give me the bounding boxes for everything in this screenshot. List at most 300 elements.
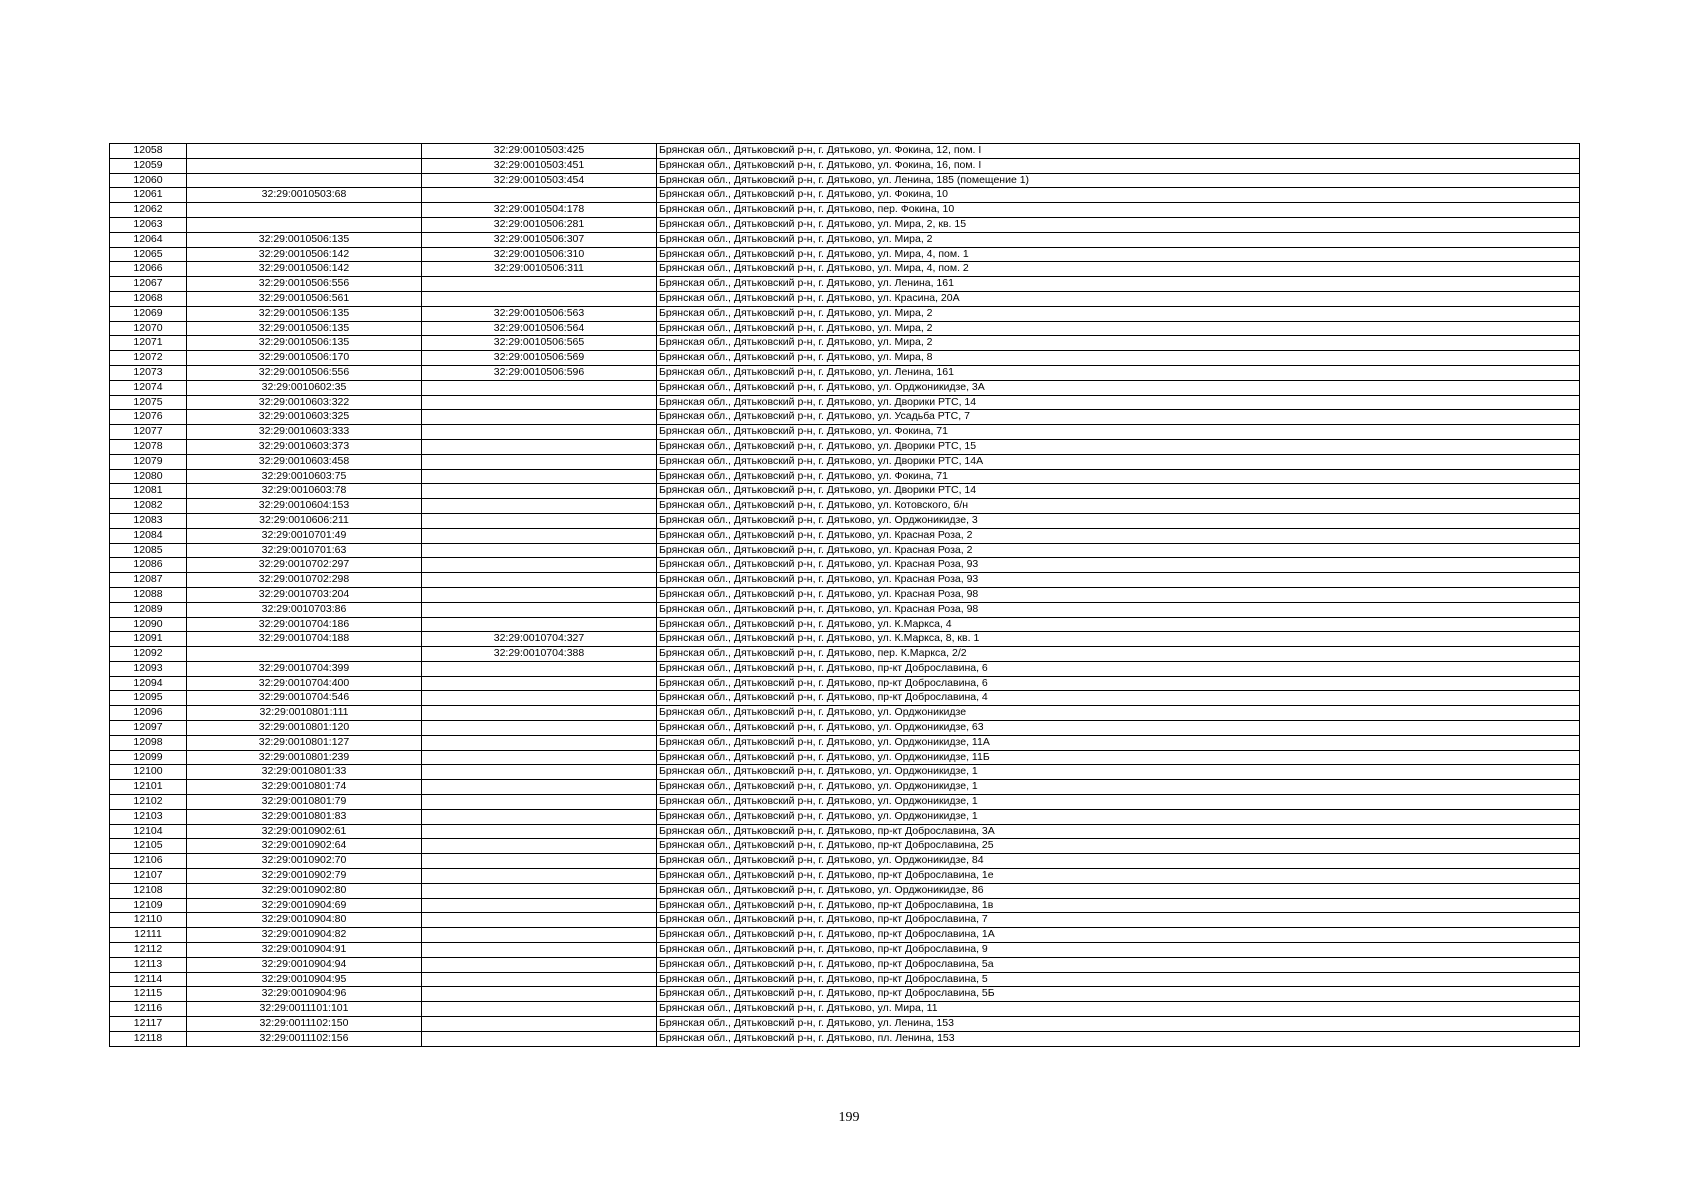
row-number-cell: 12097 (110, 721, 187, 736)
building-cadastral-cell: 32:29:0010701:49 (187, 528, 422, 543)
row-number-cell: 12089 (110, 602, 187, 617)
premises-cadastral-cell (422, 291, 657, 306)
building-cadastral-cell: 32:29:0010506:135 (187, 232, 422, 247)
row-number-cell: 12063 (110, 217, 187, 232)
row-number-cell: 12065 (110, 247, 187, 262)
building-cadastral-cell: 32:29:0010506:142 (187, 247, 422, 262)
row-number-cell: 12078 (110, 439, 187, 454)
table-row (110, 188, 1580, 203)
row-number-cell: 12079 (110, 454, 187, 469)
building-cadastral-cell: 32:29:0010703:204 (187, 587, 422, 602)
address-cell: Брянская обл., Дятьковский р-н, г. Дятьково, ул. Красная Роза, 98 (657, 587, 1580, 602)
table-row (110, 765, 1580, 780)
row-number-cell: 12116 (110, 1002, 187, 1017)
premises-cadastral-cell (422, 957, 657, 972)
premises-cadastral-cell (422, 513, 657, 528)
premises-cadastral-cell (422, 691, 657, 706)
table-row (110, 573, 1580, 588)
table-row (110, 617, 1580, 632)
table-row (110, 587, 1580, 602)
row-number-cell: 12088 (110, 587, 187, 602)
address-cell: Брянская обл., Дятьковский р-н, г. Дятьково, пр-кт Доброславина, 5Б (657, 987, 1580, 1002)
address-cell: Брянская обл., Дятьковский р-н, г. Дятьково, ул. Орджоникидзе, 1 (657, 795, 1580, 810)
building-cadastral-cell: 32:29:0010603:78 (187, 484, 422, 499)
premises-cadastral-cell (422, 484, 657, 499)
table-row (110, 351, 1580, 366)
table-row (110, 883, 1580, 898)
address-cell: Брянская обл., Дятьковский р-н, г. Дятьково, ул. Ленина, 185 (помещение 1) (657, 173, 1580, 188)
row-number-cell: 12082 (110, 499, 187, 514)
premises-cadastral-cell: 32:29:0010503:425 (422, 144, 657, 159)
premises-cadastral-cell: 32:29:0010504:178 (422, 203, 657, 218)
premises-cadastral-cell: 32:29:0010506:281 (422, 217, 657, 232)
table-row (110, 809, 1580, 824)
address-cell: Брянская обл., Дятьковский р-н, г. Дятьково, ул. Орджоникидзе, 1 (657, 765, 1580, 780)
table-row (110, 144, 1580, 159)
premises-cadastral-cell: 32:29:0010506:563 (422, 306, 657, 321)
table-row (110, 691, 1580, 706)
building-cadastral-cell (187, 173, 422, 188)
address-cell: Брянская обл., Дятьковский р-н, г. Дятьково, ул. Дворики РТС, 14 (657, 484, 1580, 499)
table-row (110, 943, 1580, 958)
table-row (110, 824, 1580, 839)
table-row (110, 321, 1580, 336)
row-number-cell: 12058 (110, 144, 187, 159)
premises-cadastral-cell: 32:29:0010506:564 (422, 321, 657, 336)
building-cadastral-cell: 32:29:0010801:79 (187, 795, 422, 810)
building-cadastral-cell: 32:29:0010902:80 (187, 883, 422, 898)
registry-table-body (110, 144, 1580, 1047)
building-cadastral-cell: 32:29:0010603:325 (187, 410, 422, 425)
building-cadastral-cell: 32:29:0010703:86 (187, 602, 422, 617)
table-row (110, 543, 1580, 558)
building-cadastral-cell: 32:29:0010701:63 (187, 543, 422, 558)
row-number-cell: 12107 (110, 869, 187, 884)
address-cell: Брянская обл., Дятьковский р-н, г. Дятьково, ул. Мира, 4, пом. 2 (657, 262, 1580, 277)
table-row (110, 454, 1580, 469)
address-cell: Брянская обл., Дятьковский р-н, г. Дятьково, ул. Ленина, 153 (657, 1017, 1580, 1032)
table-row (110, 632, 1580, 647)
premises-cadastral-cell (422, 395, 657, 410)
premises-cadastral-cell (422, 721, 657, 736)
address-cell: Брянская обл., Дятьковский р-н, г. Дятьково, ул. Орджоникидзе, 3А (657, 380, 1580, 395)
row-number-cell: 12085 (110, 543, 187, 558)
address-cell: Брянская обл., Дятьковский р-н, г. Дятьково, ул. Орджоникидзе, 63 (657, 721, 1580, 736)
premises-cadastral-cell (422, 706, 657, 721)
table-row (110, 913, 1580, 928)
premises-cadastral-cell (422, 765, 657, 780)
address-cell: Брянская обл., Дятьковский р-н, г. Дятьково, ул. Орджоникидзе, 86 (657, 883, 1580, 898)
premises-cadastral-cell: 32:29:0010503:454 (422, 173, 657, 188)
row-number-cell: 12067 (110, 277, 187, 292)
address-cell: Брянская обл., Дятьковский р-н, г. Дятьково, пер. Фокина, 10 (657, 203, 1580, 218)
building-cadastral-cell: 32:29:0010602:35 (187, 380, 422, 395)
row-number-cell: 12073 (110, 365, 187, 380)
premises-cadastral-cell (422, 780, 657, 795)
building-cadastral-cell: 32:29:0010801:120 (187, 721, 422, 736)
table-row (110, 647, 1580, 662)
row-number-cell: 12106 (110, 854, 187, 869)
row-number-cell: 12064 (110, 232, 187, 247)
premises-cadastral-cell (422, 943, 657, 958)
building-cadastral-cell: 32:29:0011102:150 (187, 1017, 422, 1032)
table-row (110, 158, 1580, 173)
row-number-cell: 12113 (110, 957, 187, 972)
building-cadastral-cell: 32:29:0011101:101 (187, 1002, 422, 1017)
row-number-cell: 12080 (110, 469, 187, 484)
address-cell: Брянская обл., Дятьковский р-н, г. Дятьково, пр-кт Доброславина, 1А (657, 928, 1580, 943)
premises-cadastral-cell: 32:29:0010704:388 (422, 647, 657, 662)
address-cell: Брянская обл., Дятьковский р-н, г. Дятьково, пл. Ленина, 153 (657, 1031, 1580, 1046)
address-cell: Брянская обл., Дятьковский р-н, г. Дятьково, ул. Мира, 2 (657, 336, 1580, 351)
table-row (110, 469, 1580, 484)
building-cadastral-cell: 32:29:0010506:135 (187, 336, 422, 351)
address-cell: Брянская обл., Дятьковский р-н, г. Дятьково, ул. Дворики РТС, 14 (657, 395, 1580, 410)
row-number-cell: 12114 (110, 972, 187, 987)
premises-cadastral-cell (422, 439, 657, 454)
table-row (110, 869, 1580, 884)
row-number-cell: 12059 (110, 158, 187, 173)
building-cadastral-cell: 32:29:0010902:61 (187, 824, 422, 839)
row-number-cell: 12061 (110, 188, 187, 203)
premises-cadastral-cell: 32:29:0010503:451 (422, 158, 657, 173)
premises-cadastral-cell (422, 587, 657, 602)
address-cell: Брянская обл., Дятьковский р-н, г. Дятьково, ул. Красная Роза, 2 (657, 528, 1580, 543)
row-number-cell: 12100 (110, 765, 187, 780)
premises-cadastral-cell (422, 410, 657, 425)
row-number-cell: 12090 (110, 617, 187, 632)
building-cadastral-cell: 32:29:0010604:153 (187, 499, 422, 514)
address-cell: Брянская обл., Дятьковский р-н, г. Дятьково, ул. Мира, 11 (657, 1002, 1580, 1017)
table-row (110, 513, 1580, 528)
building-cadastral-cell: 32:29:0010801:111 (187, 706, 422, 721)
row-number-cell: 12098 (110, 735, 187, 750)
building-cadastral-cell: 32:29:0010801:239 (187, 750, 422, 765)
premises-cadastral-cell: 32:29:0010506:596 (422, 365, 657, 380)
row-number-cell: 12086 (110, 558, 187, 573)
row-number-cell: 12115 (110, 987, 187, 1002)
row-number-cell: 12117 (110, 1017, 187, 1032)
row-number-cell: 12062 (110, 203, 187, 218)
premises-cadastral-cell (422, 661, 657, 676)
row-number-cell: 12105 (110, 839, 187, 854)
row-number-cell: 12091 (110, 632, 187, 647)
building-cadastral-cell (187, 203, 422, 218)
table-row (110, 1017, 1580, 1032)
building-cadastral-cell: 32:29:0010904:82 (187, 928, 422, 943)
building-cadastral-cell: 32:29:0010606:211 (187, 513, 422, 528)
building-cadastral-cell: 32:29:0010506:170 (187, 351, 422, 366)
table-row (110, 425, 1580, 440)
row-number-cell: 12118 (110, 1031, 187, 1046)
building-cadastral-cell: 32:29:0010904:69 (187, 898, 422, 913)
row-number-cell: 12095 (110, 691, 187, 706)
row-number-cell: 12096 (110, 706, 187, 721)
premises-cadastral-cell (422, 854, 657, 869)
premises-cadastral-cell: 32:29:0010506:310 (422, 247, 657, 262)
address-cell: Брянская обл., Дятьковский р-н, г. Дятьково, пр-кт Доброславина, 5 (657, 972, 1580, 987)
table-row (110, 291, 1580, 306)
premises-cadastral-cell (422, 543, 657, 558)
table-row (110, 854, 1580, 869)
building-cadastral-cell (187, 144, 422, 159)
premises-cadastral-cell (422, 839, 657, 854)
building-cadastral-cell: 32:29:0010904:91 (187, 943, 422, 958)
address-cell: Брянская обл., Дятьковский р-н, г. Дятьково, ул. Мира, 2 (657, 306, 1580, 321)
address-cell: Брянская обл., Дятьковский р-н, г. Дятьково, ул. Мира, 2 (657, 321, 1580, 336)
table-row (110, 602, 1580, 617)
address-cell: Брянская обл., Дятьковский р-н, г. Дятьково, ул. Красная Роза, 93 (657, 558, 1580, 573)
table-row (110, 306, 1580, 321)
building-cadastral-cell: 32:29:0010506:556 (187, 277, 422, 292)
table-row (110, 380, 1580, 395)
row-number-cell: 12103 (110, 809, 187, 824)
table-row (110, 395, 1580, 410)
row-number-cell: 12066 (110, 262, 187, 277)
table-row (110, 898, 1580, 913)
address-cell: Брянская обл., Дятьковский р-н, г. Дятьково, ул. Орджоникидзе (657, 706, 1580, 721)
building-cadastral-cell: 32:29:0010904:94 (187, 957, 422, 972)
row-number-cell: 12087 (110, 573, 187, 588)
premises-cadastral-cell (422, 380, 657, 395)
premises-cadastral-cell (422, 898, 657, 913)
table-row (110, 336, 1580, 351)
address-cell: Брянская обл., Дятьковский р-н, г. Дятьково, пр-кт Доброславина, 3А (657, 824, 1580, 839)
table-row (110, 1002, 1580, 1017)
building-cadastral-cell: 32:29:0010603:458 (187, 454, 422, 469)
table-row (110, 528, 1580, 543)
premises-cadastral-cell (422, 1031, 657, 1046)
building-cadastral-cell: 32:29:0010506:556 (187, 365, 422, 380)
premises-cadastral-cell (422, 528, 657, 543)
table-row (110, 262, 1580, 277)
premises-cadastral-cell (422, 602, 657, 617)
building-cadastral-cell: 32:29:0010506:561 (187, 291, 422, 306)
premises-cadastral-cell: 32:29:0010506:311 (422, 262, 657, 277)
table-row (110, 706, 1580, 721)
premises-cadastral-cell (422, 617, 657, 632)
building-cadastral-cell (187, 217, 422, 232)
building-cadastral-cell: 32:29:0010603:75 (187, 469, 422, 484)
premises-cadastral-cell (422, 188, 657, 203)
table-row (110, 203, 1580, 218)
address-cell: Брянская обл., Дятьковский р-н, г. Дятьково, пр-кт Доброславина, 1е (657, 869, 1580, 884)
table-row (110, 410, 1580, 425)
building-cadastral-cell: 32:29:0010904:80 (187, 913, 422, 928)
address-cell: Брянская обл., Дятьковский р-н, г. Дятьково, ул. Мира, 2 (657, 232, 1580, 247)
row-number-cell: 12071 (110, 336, 187, 351)
page-number: 199 (838, 1110, 860, 1125)
table-row (110, 277, 1580, 292)
building-cadastral-cell: 32:29:0010704:400 (187, 676, 422, 691)
address-cell: Брянская обл., Дятьковский р-н, г. Дятьково, ул. Орджоникидзе, 84 (657, 854, 1580, 869)
table-row (110, 558, 1580, 573)
premises-cadastral-cell (422, 1017, 657, 1032)
address-cell: Брянская обл., Дятьковский р-н, г. Дятьково, ул. К.Маркса, 4 (657, 617, 1580, 632)
premises-cadastral-cell (422, 928, 657, 943)
row-number-cell: 12092 (110, 647, 187, 662)
address-cell: Брянская обл., Дятьковский р-н, г. Дятьково, пр-кт Доброславина, 5а (657, 957, 1580, 972)
building-cadastral-cell: 32:29:0010704:188 (187, 632, 422, 647)
premises-cadastral-cell (422, 558, 657, 573)
table-row (110, 839, 1580, 854)
row-number-cell: 12111 (110, 928, 187, 943)
address-cell: Брянская обл., Дятьковский р-н, г. Дятьково, ул. Фокина, 12, пом. I (657, 144, 1580, 159)
premises-cadastral-cell (422, 809, 657, 824)
row-number-cell: 12069 (110, 306, 187, 321)
table-row (110, 232, 1580, 247)
premises-cadastral-cell (422, 499, 657, 514)
building-cadastral-cell: 32:29:0010506:135 (187, 321, 422, 336)
premises-cadastral-cell (422, 750, 657, 765)
table-row (110, 987, 1580, 1002)
table-row (110, 173, 1580, 188)
premises-cadastral-cell (422, 735, 657, 750)
table-row (110, 795, 1580, 810)
table-row (110, 484, 1580, 499)
address-cell: Брянская обл., Дятьковский р-н, г. Дятьково, ул. Ленина, 161 (657, 277, 1580, 292)
address-cell: Брянская обл., Дятьковский р-н, г. Дятьково, пр-кт Доброславина, 4 (657, 691, 1580, 706)
row-number-cell: 12076 (110, 410, 187, 425)
row-number-cell: 12093 (110, 661, 187, 676)
address-cell: Брянская обл., Дятьковский р-н, г. Дятьково, ул. Мира, 8 (657, 351, 1580, 366)
premises-cadastral-cell (422, 913, 657, 928)
address-cell: Брянская обл., Дятьковский р-н, г. Дятьково, пр-кт Доброславина, 9 (657, 943, 1580, 958)
table-row (110, 661, 1580, 676)
table-row (110, 735, 1580, 750)
row-number-cell: 12084 (110, 528, 187, 543)
building-cadastral-cell: 32:29:0010603:373 (187, 439, 422, 454)
premises-cadastral-cell (422, 972, 657, 987)
building-cadastral-cell: 32:29:0010902:79 (187, 869, 422, 884)
address-cell: Брянская обл., Дятьковский р-н, г. Дятьково, ул. Усадьба РТС, 7 (657, 410, 1580, 425)
registry-table (109, 143, 1580, 1047)
row-number-cell: 12068 (110, 291, 187, 306)
premises-cadastral-cell (422, 987, 657, 1002)
address-cell: Брянская обл., Дятьковский р-н, г. Дятьково, ул. Фокина, 16, пом. I (657, 158, 1580, 173)
building-cadastral-cell: 32:29:0010801:74 (187, 780, 422, 795)
row-number-cell: 12083 (110, 513, 187, 528)
building-cadastral-cell: 32:29:0010902:64 (187, 839, 422, 854)
premises-cadastral-cell: 32:29:0010506:307 (422, 232, 657, 247)
address-cell: Брянская обл., Дятьковский р-н, г. Дятьково, ул. К.Маркса, 8, кв. 1 (657, 632, 1580, 647)
premises-cadastral-cell: 32:29:0010704:327 (422, 632, 657, 647)
address-cell: Брянская обл., Дятьковский р-н, г. Дятьково, пр-кт Доброславина, 6 (657, 676, 1580, 691)
premises-cadastral-cell (422, 454, 657, 469)
building-cadastral-cell: 32:29:0010704:546 (187, 691, 422, 706)
building-cadastral-cell: 32:29:0010902:70 (187, 854, 422, 869)
building-cadastral-cell: 32:29:0010702:298 (187, 573, 422, 588)
premises-cadastral-cell (422, 795, 657, 810)
address-cell: Брянская обл., Дятьковский р-н, г. Дятьково, пр-кт Доброславина, 1в (657, 898, 1580, 913)
address-cell: Брянская обл., Дятьковский р-н, г. Дятьково, ул. Дворики РТС, 15 (657, 439, 1580, 454)
row-number-cell: 12112 (110, 943, 187, 958)
premises-cadastral-cell: 32:29:0010506:565 (422, 336, 657, 351)
address-cell: Брянская обл., Дятьковский р-н, г. Дятьково, ул. Мира, 2, кв. 15 (657, 217, 1580, 232)
premises-cadastral-cell (422, 425, 657, 440)
building-cadastral-cell: 32:29:0010503:68 (187, 188, 422, 203)
premises-cadastral-cell (422, 824, 657, 839)
premises-cadastral-cell (422, 469, 657, 484)
building-cadastral-cell: 32:29:0010506:135 (187, 306, 422, 321)
row-number-cell: 12101 (110, 780, 187, 795)
table-row (110, 499, 1580, 514)
row-number-cell: 12072 (110, 351, 187, 366)
address-cell: Брянская обл., Дятьковский р-н, г. Дятьково, ул. Фокина, 71 (657, 469, 1580, 484)
address-cell: Брянская обл., Дятьковский р-н, г. Дятьково, пр-кт Доброславина, 7 (657, 913, 1580, 928)
building-cadastral-cell (187, 647, 422, 662)
address-cell: Брянская обл., Дятьковский р-н, г. Дятьково, пер. К.Маркса, 2/2 (657, 647, 1580, 662)
address-cell: Брянская обл., Дятьковский р-н, г. Дятьково, ул. Котовского, б/н (657, 499, 1580, 514)
row-number-cell: 12077 (110, 425, 187, 440)
row-number-cell: 12074 (110, 380, 187, 395)
building-cadastral-cell: 32:29:0010704:399 (187, 661, 422, 676)
address-cell: Брянская обл., Дятьковский р-н, г. Дятьково, пр-кт Доброславина, 25 (657, 839, 1580, 854)
table-row (110, 247, 1580, 262)
table-row (110, 1031, 1580, 1046)
address-cell: Брянская обл., Дятьковский р-н, г. Дятьково, ул. Дворики РТС, 14А (657, 454, 1580, 469)
table-row (110, 721, 1580, 736)
address-cell: Брянская обл., Дятьковский р-н, г. Дятьково, пр-кт Доброславина, 6 (657, 661, 1580, 676)
building-cadastral-cell: 32:29:0010904:96 (187, 987, 422, 1002)
row-number-cell: 12110 (110, 913, 187, 928)
row-number-cell: 12108 (110, 883, 187, 898)
premises-cadastral-cell (422, 883, 657, 898)
row-number-cell: 12099 (110, 750, 187, 765)
building-cadastral-cell: 32:29:0010702:297 (187, 558, 422, 573)
address-cell: Брянская обл., Дятьковский р-н, г. Дятьково, ул. Красная Роза, 2 (657, 543, 1580, 558)
premises-cadastral-cell (422, 277, 657, 292)
row-number-cell: 12081 (110, 484, 187, 499)
premises-cadastral-cell (422, 573, 657, 588)
building-cadastral-cell: 32:29:0010603:333 (187, 425, 422, 440)
row-number-cell: 12070 (110, 321, 187, 336)
table-row (110, 750, 1580, 765)
row-number-cell: 12102 (110, 795, 187, 810)
premises-cadastral-cell: 32:29:0010506:569 (422, 351, 657, 366)
building-cadastral-cell: 32:29:0010801:33 (187, 765, 422, 780)
address-cell: Брянская обл., Дятьковский р-н, г. Дятьково, ул. Орджоникидзе, 1 (657, 809, 1580, 824)
address-cell: Брянская обл., Дятьковский р-н, г. Дятьково, ул. Ленина, 161 (657, 365, 1580, 380)
building-cadastral-cell: 32:29:0010506:142 (187, 262, 422, 277)
building-cadastral-cell: 32:29:0010603:322 (187, 395, 422, 410)
table-row (110, 972, 1580, 987)
table-row (110, 676, 1580, 691)
building-cadastral-cell: 32:29:0010801:83 (187, 809, 422, 824)
row-number-cell: 12060 (110, 173, 187, 188)
row-number-cell: 12075 (110, 395, 187, 410)
table-row (110, 217, 1580, 232)
address-cell: Брянская обл., Дятьковский р-н, г. Дятьково, ул. Красина, 20А (657, 291, 1580, 306)
building-cadastral-cell: 32:29:0010904:95 (187, 972, 422, 987)
address-cell: Брянская обл., Дятьковский р-н, г. Дятьково, ул. Орджоникидзе, 3 (657, 513, 1580, 528)
building-cadastral-cell (187, 158, 422, 173)
address-cell: Брянская обл., Дятьковский р-н, г. Дятьково, ул. Орджоникидзе, 1 (657, 780, 1580, 795)
address-cell: Брянская обл., Дятьковский р-н, г. Дятьково, ул. Красная Роза, 93 (657, 573, 1580, 588)
building-cadastral-cell: 32:29:0010704:186 (187, 617, 422, 632)
building-cadastral-cell: 32:29:0010801:127 (187, 735, 422, 750)
address-cell: Брянская обл., Дятьковский р-н, г. Дятьково, ул. Фокина, 71 (657, 425, 1580, 440)
address-cell: Брянская обл., Дятьковский р-н, г. Дятьково, ул. Мира, 4, пом. 1 (657, 247, 1580, 262)
row-number-cell: 12104 (110, 824, 187, 839)
address-cell: Брянская обл., Дятьковский р-н, г. Дятьково, ул. Орджоникидзе, 11Б (657, 750, 1580, 765)
address-cell: Брянская обл., Дятьковский р-н, г. Дятьково, ул. Фокина, 10 (657, 188, 1580, 203)
premises-cadastral-cell (422, 869, 657, 884)
row-number-cell: 12109 (110, 898, 187, 913)
registry-table-container (109, 143, 1579, 1047)
table-row (110, 780, 1580, 795)
premises-cadastral-cell (422, 1002, 657, 1017)
